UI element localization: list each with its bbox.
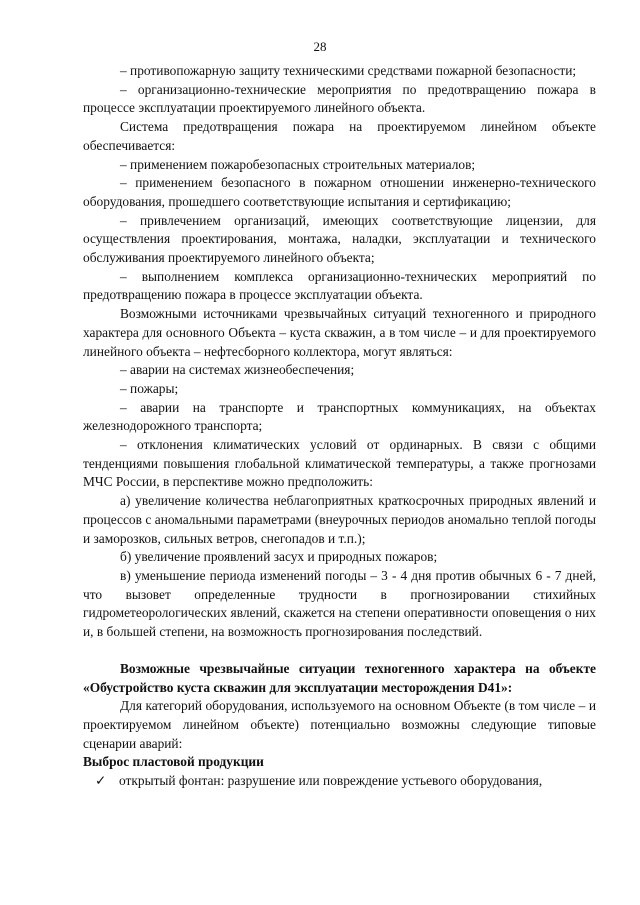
paragraph-7: – выполнением комплекса организационно-технических мероприятий по предотвращению пожара в процессе эксплуатации объекта. (83, 268, 596, 303)
paragraph-6: – привлечением организаций, имеющих соответствующие лицензии, для осуществления проектирования, монтажа, наладки, эксплуатации и технического обслуживания проектируемого линейного объекта; (83, 212, 596, 266)
check-icon: ✓ (95, 773, 107, 789)
paragraph-15: в) уменьшение периода изменений погоды – 3 - 4 дня против обычных 6 - 7 дней, что вызовет определенные трудности в прогнозировании стихийных гидрометеорологических явлений, скажется на степени оперативности оповещения о них и, в большей степени, на возможность прогнозирования последствий. (83, 567, 596, 640)
check-list-item (83, 772, 596, 791)
paragraph-9: – аварии на системах жизнеобеспечения; (120, 362, 355, 378)
paragraph-10: – пожары; (120, 380, 179, 396)
paragraph-5: – применением безопасного в пожарном отношении инженерно-технического оборудования, прошедшего соответствующие испытания и сертификацию; (83, 175, 596, 209)
paragraph-2: – организационно-технические мероприятия по предотвращению пожара в процессе эксплуатации проектируемого линейного объекта. (83, 81, 596, 116)
page-number: 28 (313, 39, 327, 54)
section-gap (83, 642, 596, 660)
paragraph-12: – отклонения климатических условий от ординарных. В связи с общими тенденциями повышения глобальной климатической температуры, а также прогнозами МЧС России, в перспективе можно предположить: (83, 437, 596, 490)
paragraph-14: б) увеличение проявлений засух и природных пожаров; (120, 549, 438, 565)
subheading: Выброс пластовой продукции (83, 754, 264, 770)
paragraph-11: – аварии на транспорте и транспортных коммуникациях, на объектах железнодорожного транспорта; (83, 399, 596, 434)
page-content (83, 62, 596, 791)
check-item-text: открытый фонтан: разрушение или повреждение устьевого оборудования, (119, 773, 543, 789)
section-heading: Возможные чрезвычайные ситуации техногенного характера на объекте «Обустройство куста скважин для эксплуатации месторождения D41»: (83, 660, 596, 695)
paragraph-1: – противопожарную защиту техническими средствами пожарной безопасности; (120, 63, 577, 78)
paragraph-after-heading: Для категорий оборудования, используемого на основном Объекте (в том числе – и проектируемом линейном объекте) потенциально возможны следующие типовые сценарии аварий: (83, 698, 596, 751)
paragraph-13: а) увеличение количества неблагоприятных краткосрочных природных явлений и процессов с аномальными параметрами (внеурочных периодов аномально теплой погоды и заморозков, сильных ветров, снегопадов и т.п.); (83, 493, 596, 546)
paragraph-8: Возможными источниками чрезвычайных ситуаций техногенного и природного характера для основного Объекта – куста скважин, а в том числе – и для проектируемого линейного объекта – нефтесборного коллектора, могут являться: (83, 306, 596, 359)
paragraph-4: – применением пожаробезопасных строительных материалов; (120, 156, 476, 172)
paragraph-3: Система предотвращения пожара на проектируемом линейном объекте обеспечивается: (83, 119, 596, 153)
